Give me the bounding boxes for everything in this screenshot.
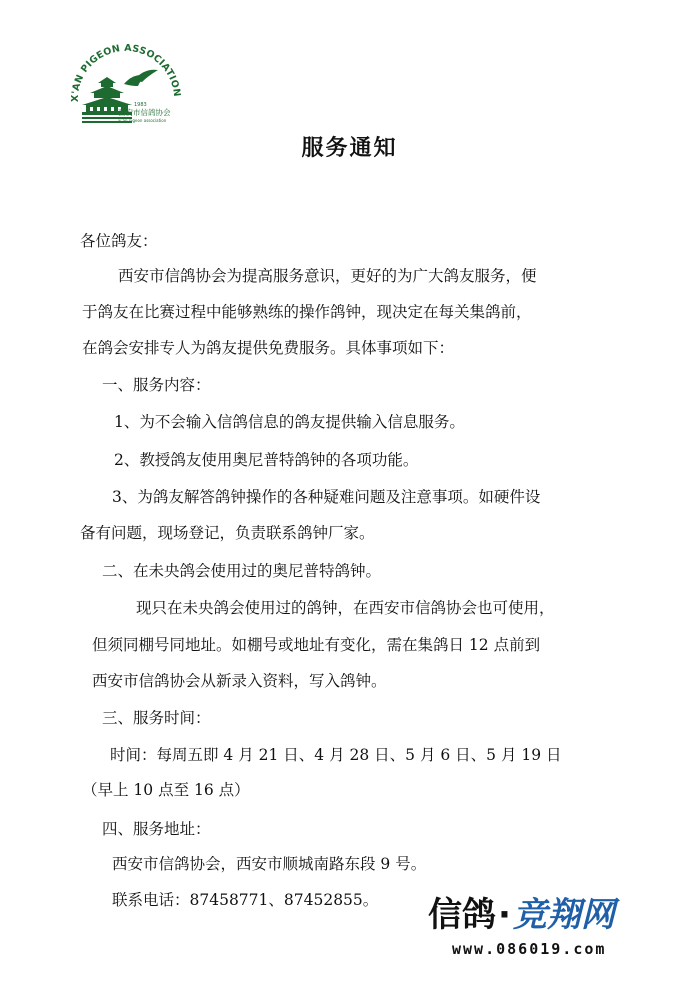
site-watermark (428, 892, 660, 970)
pigeon-tower-logo-icon (68, 42, 188, 128)
logo-cn-name: 西安市信鸽协会 (118, 108, 171, 117)
logo-en-small: xi'an pigeon association (118, 118, 167, 123)
clock-text-line: 但须同棚号同地址。如棚号或地址有变化，需在集鸽日 12 点前到 (92, 636, 541, 654)
watermark-part2: 竞翔网 (512, 895, 615, 935)
intro-line: 于鸽友在比赛过程中能够熟练的操作鸽钟，现决定在每关集鸽前， (82, 303, 532, 321)
watermark-part1: 信鸽 (428, 895, 496, 935)
greeting: 各位鸽友： (80, 232, 158, 250)
clock-text-line: 现只在未央鸽会使用过的鸽钟，在西安市信鸽协会也可使用， (136, 599, 555, 617)
watermark-url: www.086019.com (452, 940, 607, 958)
watermark-dot: · (498, 895, 511, 935)
service-address: 西安市信鸽协会，西安市顺城南路东段 9 号。 (112, 855, 427, 873)
section-heading-time: 三、服务时间： (102, 709, 211, 727)
section-heading-clock: 二、在未央鸽会使用过的奥尼普特鸽钟。 (102, 562, 382, 580)
section-heading-content: 一、服务内容： (102, 376, 211, 394)
contact-phone: 联系电话：87458771、87452855。 (112, 891, 379, 909)
service-item-2: 2、教授鸽友使用奥尼普特鸽钟的各项功能。 (114, 451, 419, 469)
svg-text:X'AN PIGEON ASSOCIATION (70, 43, 182, 102)
intro-line: 在鸽会安排专人为鸽友提供免费服务。具体事项如下： (82, 339, 455, 357)
service-hours: （早上 10 点至 16 点） (82, 781, 250, 799)
clock-text-line: 西安市信鸽协会从新录入资料，写入鸽钟。 (92, 672, 387, 690)
service-item-3: 3、为鸽友解答鸽钟操作的各种疑难问题及注意事项。如硬件设 (112, 488, 541, 506)
service-time: 时间：每周五即 4 月 21 日、4 月 28 日、5 月 6 日、5 月 19 日 (110, 746, 562, 764)
logo-arc-text: X'AN PIGEON ASSOCIATION (69, 42, 183, 103)
service-item-1: 1、为不会输入信鸽信息的鸽友提供输入信息服务。 (114, 413, 465, 431)
intro-line: 西安市信鸽协会为提高服务意识，更好的为广大鸽友服务，便 (118, 267, 537, 285)
logo-year: 1983 (134, 102, 147, 108)
section-heading-address: 四、服务地址： (102, 820, 211, 838)
watermark-title (428, 892, 615, 938)
page-title: 服务通知 (301, 136, 398, 161)
service-item-3-cont: 备有问题，现场登记，负责联系鸽钟厂家。 (80, 524, 375, 542)
association-logo (68, 42, 188, 128)
